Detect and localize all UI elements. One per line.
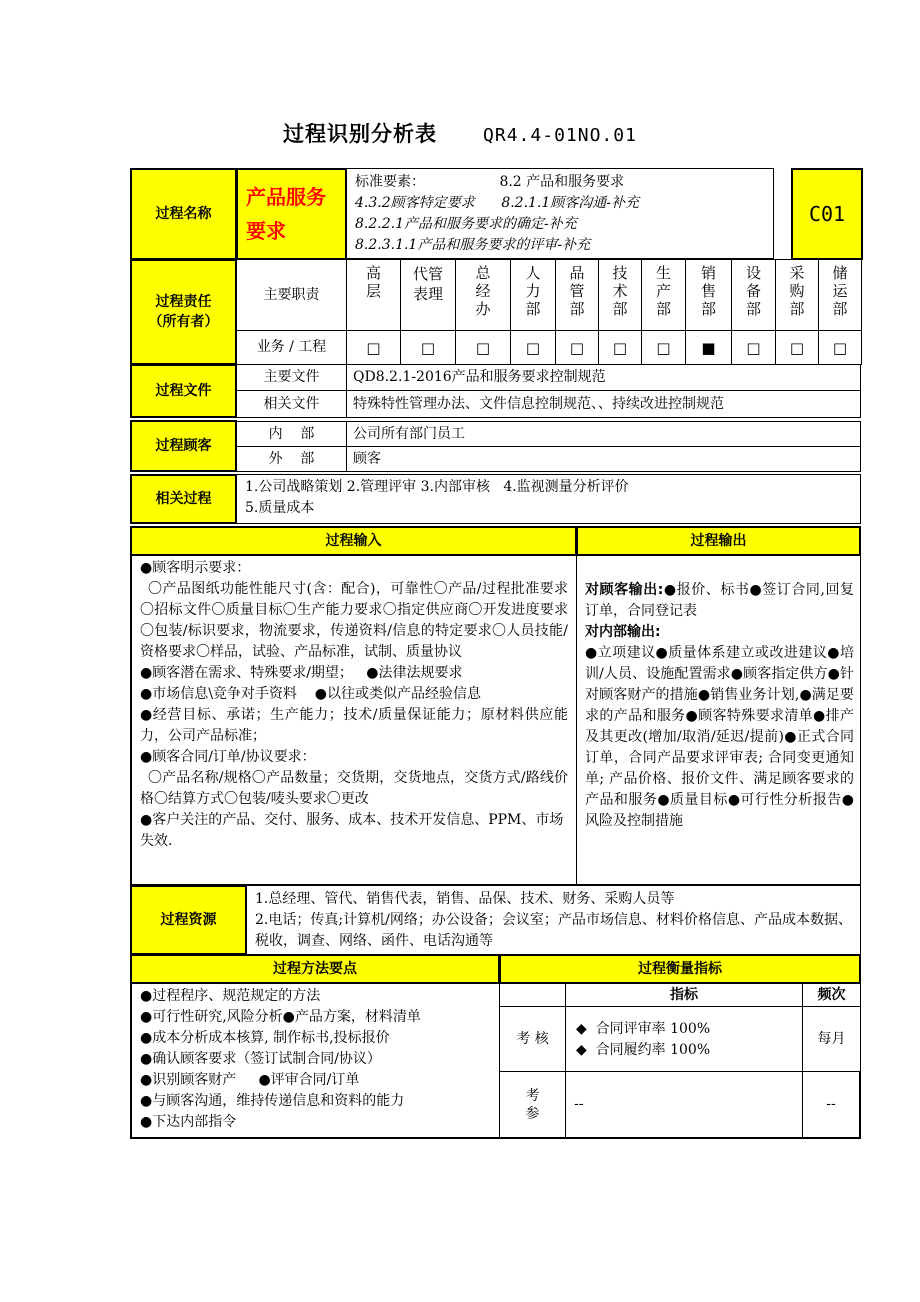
output-customer-value: ●报价、标书●签订合同,回复订单，合同登记表 <box>585 582 854 619</box>
main-file-label: 主要文件 <box>263 369 320 385</box>
assess-item: ◆ 合同履约率 100% <box>576 1042 711 1058</box>
responsibility-label-line2: （所有者） <box>148 314 219 330</box>
department-checkbox[interactable]: □ <box>789 338 805 357</box>
standard-elements-cell <box>346 168 774 260</box>
department-header <box>346 259 401 331</box>
clause-line: 8.2.2.1产品和服务要求的确定-补充 <box>355 216 577 232</box>
department-mark-cell <box>775 330 819 365</box>
internal-value: 公司所有部门员工 <box>353 425 465 442</box>
ref-freq: -- <box>826 1096 836 1112</box>
resources-line: 1.总经理、管代、销售代表，销售、品保、技术、财务、采购人员等 <box>255 891 675 907</box>
metrics-col-indicator: 指标 <box>565 983 803 1007</box>
output-internal-label: 对内部输出: <box>585 624 661 640</box>
department-checkbox[interactable]: □ <box>366 338 381 357</box>
title-text: 过程识别分析表 <box>283 121 438 146</box>
standard-line <box>355 172 765 193</box>
assess-freq: 每月 <box>817 1030 846 1047</box>
responsibility-label-line1: 过程责任 <box>155 294 212 310</box>
duty-label: 主要职责 <box>263 286 320 303</box>
department-name: 销售部 <box>700 264 716 318</box>
main-file-value-cell <box>346 364 861 391</box>
department-checkbox[interactable]: ■ <box>701 338 716 357</box>
standard-label: 标准要素： <box>355 174 425 190</box>
related-file-value: 特殊特性管理办法、文件信息控制规范、、持续改进控制规范 <box>353 395 724 412</box>
main-file-label-cell <box>236 364 347 391</box>
business-label-cell <box>236 330 347 365</box>
input-line: ●经营目标、承诺；生产能力；技术/质量保证能力；原材料供应能力，公司产品标准； <box>140 707 568 744</box>
method-item: ●可行性研究,风险分析●产品方案，材料清单 <box>140 1009 421 1025</box>
department-checkbox[interactable]: □ <box>656 338 671 357</box>
department-name: 储运部 <box>832 264 848 318</box>
input-line: ●顾客合同/订单/协议要求： <box>140 749 316 765</box>
department-mark-cell <box>685 330 732 365</box>
output-customer-para <box>585 580 854 622</box>
department-header <box>818 259 862 331</box>
metrics-corner-cell <box>499 983 566 1007</box>
standard-value: 8.2 产品和服务要求 <box>499 174 625 190</box>
method-item: ●下达内部指令 <box>140 1114 237 1130</box>
department-checkbox[interactable]: □ <box>420 338 436 357</box>
department-header <box>775 259 819 331</box>
internal-label: 内 部 <box>268 425 315 442</box>
department-header <box>510 259 556 331</box>
process-name-label: 过程名称 <box>130 168 237 260</box>
ref-value-cell <box>565 1071 803 1139</box>
internal-label-cell <box>236 421 347 447</box>
department-name: 设备部 <box>745 264 761 318</box>
related-process-line: 1.公司战略策划 2.管理评审 3.内部审核 4.监视测量分析评价 <box>245 479 629 495</box>
related-process-value-cell <box>236 474 861 524</box>
method-item: ●与顾客沟通，维持传递信息和资料的能力 <box>140 1093 405 1109</box>
process-input-body <box>130 555 577 885</box>
ref-value: -- <box>574 1096 584 1112</box>
department-header <box>555 259 599 331</box>
method-item: ●确认顾客要求（签订试制合同/协议） <box>140 1051 381 1067</box>
department-checkbox[interactable]: □ <box>475 338 491 357</box>
output-internal-value: ●立项建议●质量体系建立或改进建议●培训/人员、设施配置需求●顾客指定供方●针对顾客财产的措施●销售业务计划,●满足要求的产品和服务●顾客特殊要求清单●排产及其更改(增加/取消/延迟/提前)●正式合同订单，合同产品要求评审表; 合同变更通知单; 产品价格、报价文件、满足顾客要求的产品和服务●质量目标●可行性分析报告●风险及控制措施 <box>585 645 854 829</box>
internal-value-cell <box>346 421 861 447</box>
method-item: ●成本分析成本核算, 制作标书,投标报价 <box>140 1030 390 1046</box>
process-methods-header: 过程方法要点 <box>130 954 500 984</box>
related-file-value-cell <box>346 390 861 418</box>
clause-line: 8.2.3.1.1产品和服务要求的评审-补充 <box>355 237 591 253</box>
process-input-header: 过程输入 <box>130 526 577 556</box>
method-item: ●识别顾客财产 ●评审合同/订单 <box>140 1072 360 1088</box>
department-checkbox[interactable]: □ <box>612 338 628 357</box>
department-header <box>685 259 732 331</box>
department-name: 品管部 <box>569 264 585 318</box>
department-mark-cell <box>818 330 862 365</box>
department-checkbox[interactable]: □ <box>832 338 848 357</box>
input-line: ●顾客明示要求： <box>140 560 251 576</box>
department-checkbox[interactable]: □ <box>525 338 541 357</box>
process-resources-body <box>246 885 861 955</box>
assess-items-cell <box>565 1006 803 1072</box>
business-label: 业务 / 工程 <box>256 339 327 355</box>
assess-freq-cell <box>802 1006 861 1072</box>
department-header <box>400 259 456 331</box>
input-line: ●市场信息\竞争对手资料 ●以往或类似产品经验信息 <box>140 686 481 702</box>
external-label: 外 部 <box>268 450 315 467</box>
department-mark-cell <box>346 330 401 365</box>
department-name: 生产部 <box>655 264 671 318</box>
process-name-value: 产品服务要求 <box>246 185 326 243</box>
process-files-label: 过程文件 <box>130 364 237 418</box>
resources-line: 2.电话；传真;计算机/网络；办公设备；会议室；产品市场信息、材料价格信息、产品成本数据、税收，调查、网络、函件、电话沟通等 <box>255 912 852 949</box>
external-value: 顾客 <box>353 450 381 467</box>
department-header <box>455 259 511 331</box>
department-name: 技术部 <box>612 264 628 318</box>
related-process-label: 相关过程 <box>130 474 237 524</box>
input-line: ●客户关注的产品、交付、服务、成本、技术开发信息、PPM、市场失效. <box>140 812 564 849</box>
department-mark-cell <box>400 330 456 365</box>
method-item: ●过程程序、规范规定的方法 <box>140 988 321 1004</box>
related-process-line: 5.质量成本 <box>245 500 315 516</box>
process-name-value-cell <box>236 168 347 260</box>
process-output-header: 过程输出 <box>576 526 861 556</box>
department-name: 代管表理 <box>412 265 443 303</box>
ref-freq-cell <box>802 1071 861 1139</box>
department-header <box>598 259 642 331</box>
ref-label-cell <box>499 1071 566 1139</box>
department-mark-cell <box>455 330 511 365</box>
process-methods-body <box>130 983 500 1139</box>
process-output-body <box>576 555 861 885</box>
department-name: 采购部 <box>789 264 805 318</box>
department-checkbox[interactable]: □ <box>569 338 585 357</box>
responsibility-label <box>130 259 237 365</box>
process-id: C01 <box>808 202 846 226</box>
process-resources-label: 过程资源 <box>130 885 247 955</box>
document-title <box>0 118 920 148</box>
department-header <box>641 259 686 331</box>
department-mark-cell <box>598 330 642 365</box>
external-label-cell <box>236 446 347 472</box>
output-customer-label: 对顾客输出: <box>585 582 664 598</box>
clause-line: 4.3.2顾客特定要求 8.2.1.1顾客沟通-补充 <box>355 195 640 211</box>
assess-label: 考 核 <box>516 1030 549 1047</box>
input-line: 〇产品图纸功能性能尺寸(含：配合)，可靠性〇产品/过程批准要求〇招标文件〇质量目标〇生产能力要求〇指定供应商〇开发进度要求〇包装/标识要求，物流要求，传递资料/信息的特定要求〇人员技能/资格要求〇样品，试验、产品标准，试制、质量协议 <box>140 581 568 660</box>
duty-label-cell <box>236 259 347 331</box>
main-file-value: QD8.2.1-2016产品和服务要求控制规范 <box>353 369 606 385</box>
department-name: 人力部 <box>525 264 541 318</box>
department-name: 高层 <box>365 264 381 300</box>
metrics-col-frequency: 频次 <box>802 983 861 1007</box>
process-id-badge <box>791 168 863 260</box>
input-line: ●顾客潜在需求、特殊要求/期望； ●法律法规要求 <box>140 665 463 681</box>
department-mark-cell <box>731 330 776 365</box>
related-file-label: 相关文件 <box>263 395 320 412</box>
department-name: 总经办 <box>475 264 491 318</box>
department-mark-cell <box>510 330 556 365</box>
document-code: QR4.4-01NO.01 <box>483 125 637 146</box>
department-header <box>731 259 776 331</box>
process-metrics-header: 过程衡量指标 <box>499 954 861 984</box>
process-customers-label: 过程顾客 <box>130 420 237 472</box>
department-checkbox[interactable]: □ <box>746 338 761 357</box>
assess-item: ◆ 合同评审率 100% <box>576 1021 711 1037</box>
external-value-cell <box>346 446 861 472</box>
related-file-label-cell <box>236 390 347 418</box>
input-line: 〇产品名称/规格〇产品数量；交货期，交货地点，交货方式/路线价格〇结算方式〇包装/唛头要求〇更改 <box>140 770 568 807</box>
assess-label-cell <box>499 1006 566 1072</box>
department-mark-cell <box>641 330 686 365</box>
department-mark-cell <box>555 330 599 365</box>
ref-label: 考参 <box>525 1087 540 1122</box>
